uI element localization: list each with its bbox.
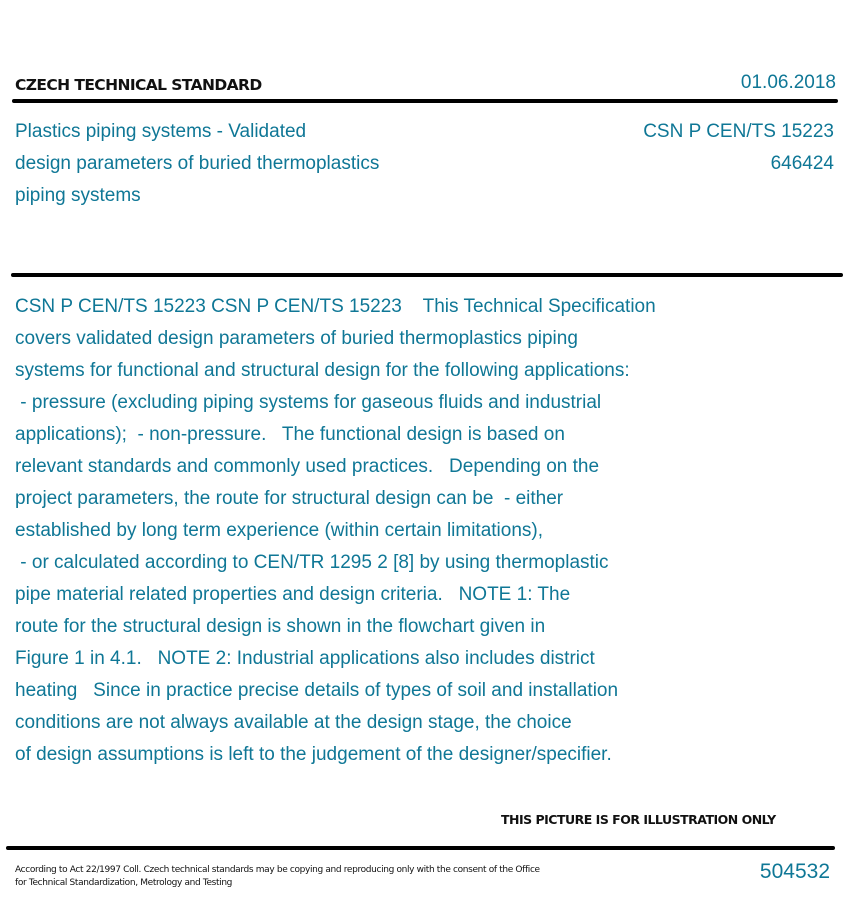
- header-divider: [12, 99, 838, 103]
- document-title-line: piping systems: [15, 185, 141, 206]
- document-code: CSN P CEN/TS 15223: [643, 121, 834, 142]
- document-title-line: Plastics piping systems - Validated: [15, 121, 307, 142]
- description-line: of design assumptions is left to the judgement of the designer/specifier.: [15, 744, 612, 765]
- footer-number: 504532: [759, 860, 830, 883]
- description-line: pipe material related properties and design criteria. NOTE 1: The: [15, 584, 571, 605]
- description-line: Figure 1 in 4.1. NOTE 2: Industrial applications also includes district: [15, 648, 595, 669]
- description-line: conditions are not always available at the design stage, the choice: [15, 712, 572, 733]
- document-title: [15, 116, 475, 212]
- legal-notice-line: for Technical Standardization, Metrology and Testing: [15, 878, 233, 888]
- description-line: - pressure (excluding piping systems for gaseous fluids and industrial: [15, 392, 602, 413]
- legal-notice: [15, 864, 540, 890]
- description-line: established by long term experience (within certain limitations),: [15, 520, 544, 541]
- description-line: applications); - non-pressure. The functional design is based on: [15, 424, 565, 445]
- illustration-note: THIS PICTURE IS FOR ILLUSTRATION ONLY: [501, 812, 776, 827]
- catalog-number: 646424: [770, 153, 834, 174]
- document-identifiers: [643, 116, 834, 180]
- description-line: - or calculated according to CEN/TR 1295 2 [8] by using thermoplastic: [15, 552, 609, 573]
- footer-divider: [6, 846, 835, 850]
- description-line: project parameters, the route for structural design can be - either: [15, 488, 564, 509]
- description-line: heating Since in practice precise details of types of soil and installation: [15, 680, 619, 701]
- description-line: relevant standards and commonly used practices. Depending on the: [15, 456, 600, 477]
- section-divider: [11, 273, 843, 277]
- publication-date: 01.06.2018: [740, 72, 836, 93]
- description-line: covers validated design parameters of buried thermoplastics piping: [15, 328, 578, 349]
- description-line: systems for functional and structural design for the following applications:: [15, 360, 630, 381]
- description-line: CSN P CEN/TS 15223 CSN P CEN/TS 15223 This Technical Specification: [15, 296, 656, 317]
- legal-notice-line: According to Act 22/1997 Coll. Czech technical standards may be copying and reproducing only with the consent of the Office: [15, 865, 540, 875]
- description: [15, 291, 835, 771]
- document-title-line: design parameters of buried thermoplastics: [15, 153, 380, 174]
- header-title: CZECH TECHNICAL STANDARD: [15, 76, 262, 94]
- description-line: route for the structural design is shown in the flowchart given in: [15, 616, 546, 637]
